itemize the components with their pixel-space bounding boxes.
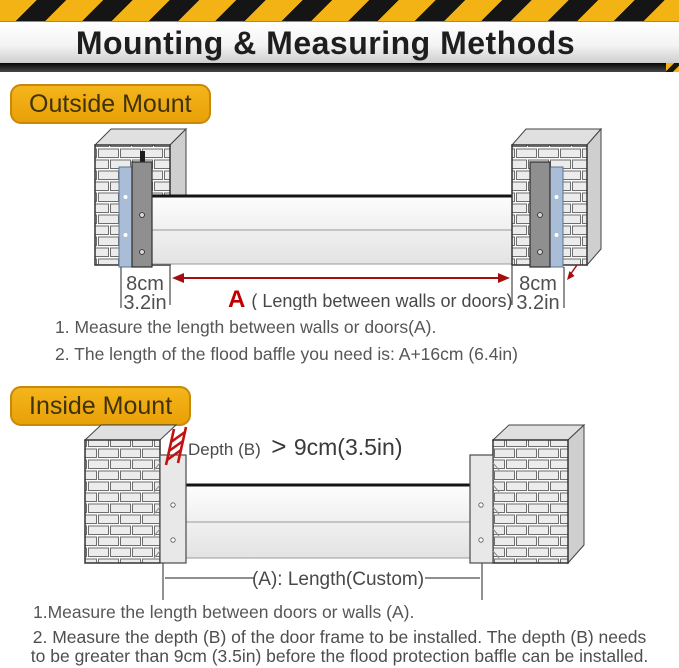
flood-baffle [150, 196, 532, 264]
right-offset-in-label: 3.2in [516, 292, 560, 310]
right-strip-screw [555, 233, 559, 237]
outside-step-2: 2. The length of the flood baffle you need is: A+16cm (6.4in) [55, 344, 518, 364]
page-title: Mounting & Measuring Methods [75, 24, 576, 61]
left-strip-screw [124, 233, 128, 237]
left-strip-screw [124, 195, 128, 199]
small-red-pointer [567, 265, 577, 280]
inside-step-2-line-1: 2. Measure the depth (B) of the door frame to be installed. The depth (B) needs [32, 627, 647, 647]
length-var: A [228, 286, 246, 310]
title-banner [0, 21, 679, 64]
left-seal-strip [119, 167, 132, 267]
hazard-stripe-end [666, 63, 679, 72]
flood-baffle [184, 485, 472, 558]
left-bracket [132, 151, 152, 267]
outside-step-1: 1. Measure the length between walls or doors(A). [55, 317, 437, 337]
length-caption: A ( Length between walls or doors) [228, 286, 513, 310]
right-offset-cm-label: 8cm [519, 273, 557, 295]
left-offset-cm-label: 8cm [126, 273, 164, 295]
inside-step-1: 1.Measure the length between doors or walls (A). [33, 602, 415, 622]
right-strip-screw [555, 195, 559, 199]
depth-caption: Depth (B) > 9cm(3.5in) [188, 431, 403, 461]
hazard-stripes [0, 0, 679, 22]
outside-mount-badge: Outside Mount [10, 84, 211, 124]
inside-mount-badge: Inside Mount [10, 386, 191, 426]
length-arrow [172, 273, 510, 283]
right-bracket [530, 162, 550, 267]
inside-step-2-line-2: to be greater than 9cm (3.5in) before the flood protection baffle can be installed. [30, 646, 649, 666]
left-bracket [160, 455, 186, 563]
right-brick-pillar [493, 425, 584, 563]
inside-mount-diagram [0, 415, 679, 605]
right-seal-strip [550, 167, 563, 267]
inside-length-caption: (A): Length(Custom) [251, 569, 425, 590]
outside-mount-diagram [0, 115, 679, 310]
right-bracket [470, 455, 493, 563]
left-offset-in-label: 3.2in [123, 292, 167, 310]
header-underline [0, 63, 666, 72]
